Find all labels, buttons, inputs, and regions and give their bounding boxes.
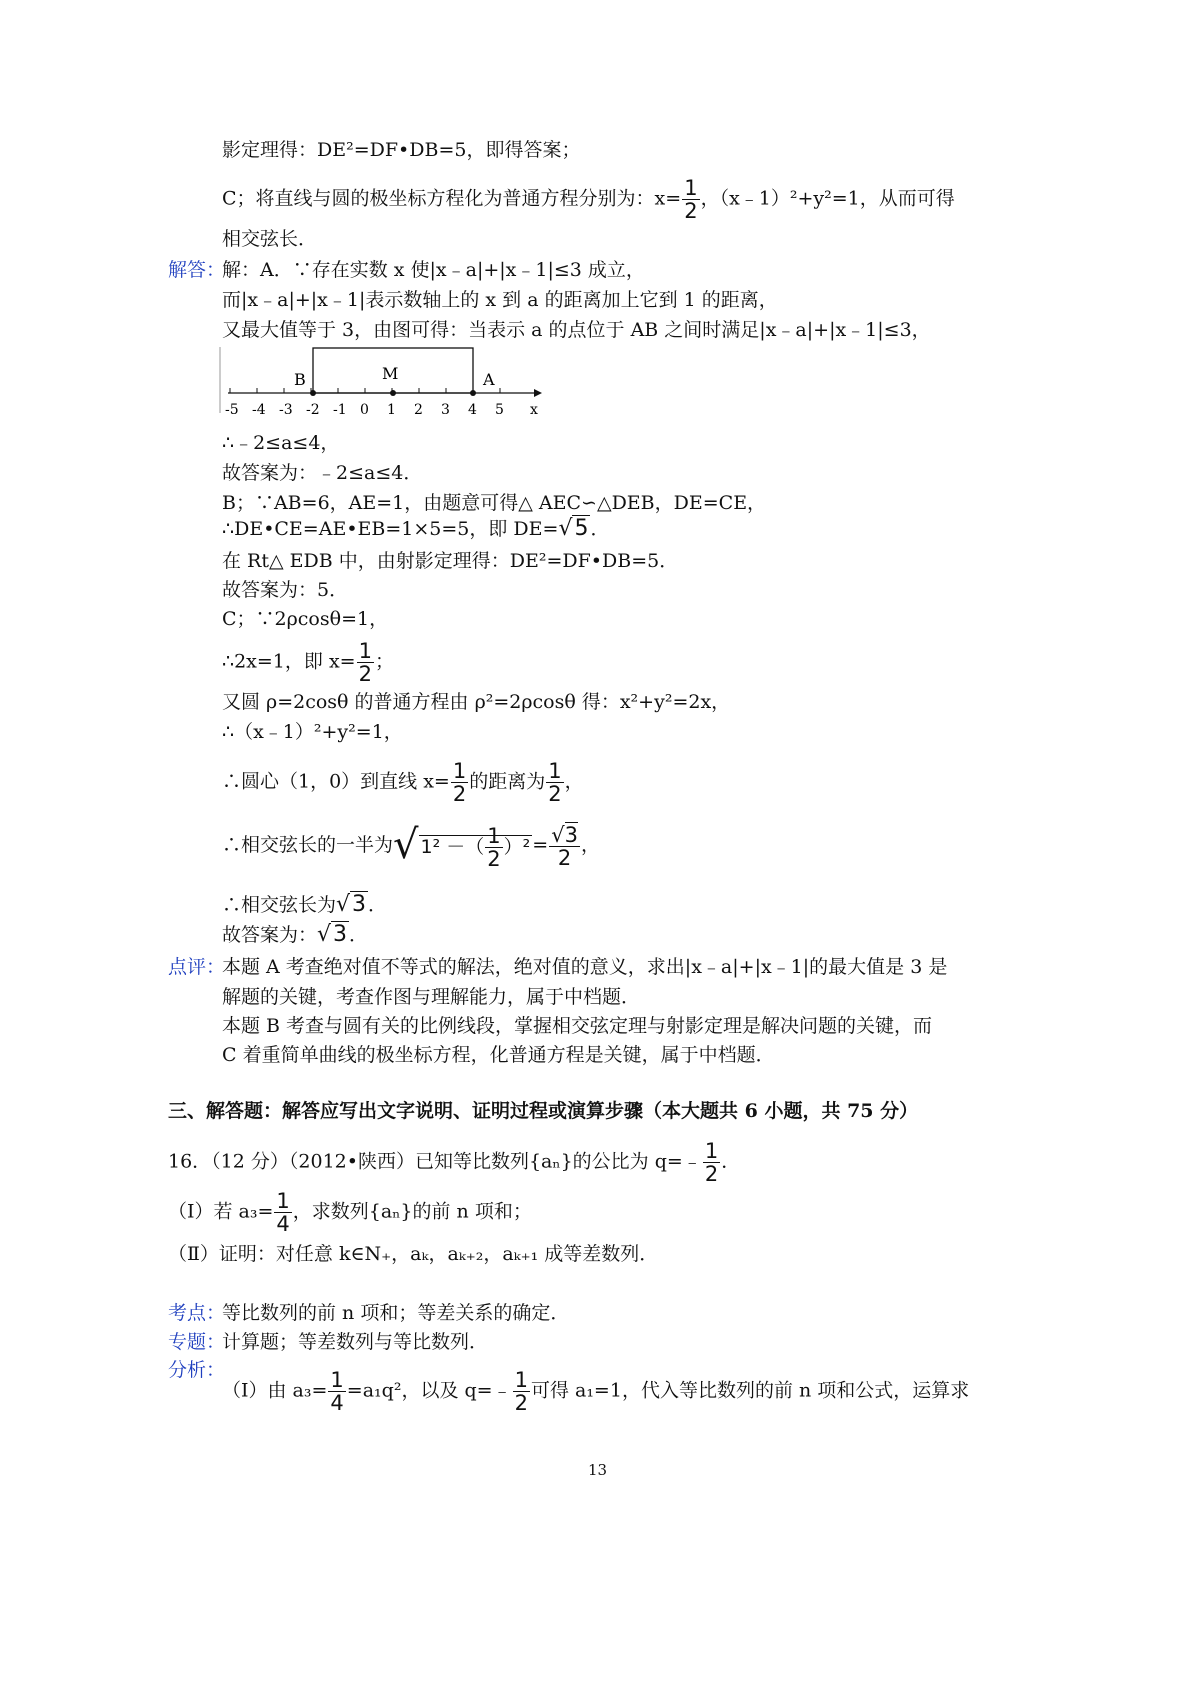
label-b: B bbox=[294, 370, 306, 389]
text-line: 本题 B 考查与圆有关的比例线段，掌握相交弦定理与射影定理是解决问题的关键，而 bbox=[222, 1015, 933, 1037]
text-segment: ∴相交弦长为 bbox=[222, 894, 337, 916]
fraction bbox=[703, 1140, 720, 1185]
text-segment: （Ⅰ）由 a₃= bbox=[222, 1379, 328, 1402]
text-segment: 的距离为 bbox=[469, 770, 546, 793]
axis-tick-label: -5 bbox=[225, 402, 239, 418]
point-a bbox=[470, 390, 476, 396]
text-line: ∴﹣2≤a≤4， bbox=[222, 432, 340, 454]
text-line: 计算题；等差数列与等比数列． bbox=[222, 1331, 489, 1353]
axis-tick-label: 0 bbox=[360, 402, 369, 418]
text-line bbox=[222, 923, 368, 947]
sqrt-3 bbox=[336, 893, 368, 917]
radicand: 3 bbox=[352, 892, 367, 917]
fraction bbox=[274, 1190, 291, 1235]
denominator: 2 bbox=[557, 845, 572, 870]
denominator: 4 bbox=[330, 1391, 344, 1415]
radical-sign: √ bbox=[393, 822, 419, 868]
denominator: 2 bbox=[548, 782, 562, 806]
text-segment: （Ⅰ）若 a₃= bbox=[168, 1200, 274, 1223]
section-heading: 三、解答题：解答应写出文字说明、证明过程或演算步骤（本大题共 6 小题，共 75 分） bbox=[168, 1100, 919, 1122]
numerator bbox=[549, 824, 580, 847]
text-segment: ； bbox=[374, 650, 394, 673]
text-line: ∴（x﹣1）²+y²=1， bbox=[222, 721, 403, 743]
text-line: 相交弦长． bbox=[222, 228, 318, 250]
fraction bbox=[485, 825, 502, 870]
radicand: 5 bbox=[574, 516, 589, 541]
denominator: 2 bbox=[358, 662, 372, 686]
text-line: 而|x﹣a|+|x﹣1|表示数轴上的 x 到 a 的距离加上它到 1 的距离， bbox=[222, 289, 778, 311]
label-keypoint: 考点： bbox=[168, 1302, 226, 1324]
point-b bbox=[310, 390, 316, 396]
sqrt-3 bbox=[317, 923, 349, 947]
text-line: 等比数列的前 n 项和；等差关系的确定． bbox=[222, 1302, 570, 1324]
denominator: 2 bbox=[684, 199, 698, 223]
text-line: 本题 A 考查绝对值不等式的解法，绝对值的意义，求出|x﹣a|+|x﹣1|的最大值是 3 是 bbox=[222, 956, 948, 978]
text-segment: ． bbox=[368, 894, 388, 916]
text-segment: ，（x﹣1）²+y²=1，从而可得 bbox=[700, 187, 955, 210]
label-answer: 解答： bbox=[168, 259, 226, 281]
numerator: 1 bbox=[704, 1139, 719, 1163]
numerator: 1 bbox=[684, 176, 698, 200]
text-segment: ． bbox=[349, 924, 369, 946]
text-line: 又最大值等于 3，由图可得：当表示 a 的点位于 AB 之间时满足|x﹣a|+|x﹣1|≤3， bbox=[222, 319, 931, 341]
fraction bbox=[328, 1369, 345, 1414]
text-line: 影定理得：DE²=DF•DB=5，即得答案； bbox=[222, 139, 581, 161]
numerator: 1 bbox=[514, 1368, 528, 1392]
axis-tick-label: 3 bbox=[441, 402, 450, 418]
number-line-figure bbox=[216, 343, 546, 418]
axis-tick-label: 5 bbox=[495, 402, 504, 418]
text-line: 在 Rt△ EDB 中，由射影定理得：DE²=DF•DB=5． bbox=[222, 550, 679, 572]
sqrt-expression bbox=[393, 820, 532, 872]
fraction bbox=[357, 640, 374, 685]
label-m: M bbox=[382, 364, 399, 383]
fraction bbox=[451, 760, 468, 805]
text-line: 解题的关键，考查作图与理解能力，属于中档题． bbox=[222, 986, 641, 1008]
text-line: 故答案为：5． bbox=[222, 579, 349, 601]
text-line: C 着重简单曲线的极坐标方程，化普通方程是关键，属于中档题． bbox=[222, 1044, 775, 1066]
question-part: （Ⅱ）证明：对任意 k∈N₊，aₖ，aₖ₊₂，aₖ₊₁ 成等差数列． bbox=[168, 1243, 659, 1265]
fraction bbox=[546, 760, 563, 805]
fraction bbox=[513, 1369, 530, 1414]
text-segment: = bbox=[532, 834, 549, 856]
numerator: 1 bbox=[330, 1368, 344, 1392]
axis-tick-label: 2 bbox=[414, 402, 423, 418]
text-segment: =a₁q²，以及 q=﹣ bbox=[346, 1379, 512, 1402]
text-line bbox=[222, 760, 584, 805]
radicand: 3 bbox=[564, 822, 578, 847]
text-segment: ∴圆心（1，0）到直线 x= bbox=[222, 770, 450, 793]
question-part bbox=[168, 1190, 532, 1235]
axis-tick-label: -3 bbox=[279, 402, 293, 418]
radicand: 3 bbox=[333, 922, 348, 947]
text-segment: ∴DE•CE=AE•EB=1×5=5，即 DE= bbox=[222, 518, 559, 540]
text-line: B；∵AB=6，AE=1，由题意可得△ AEC∽△DEB，DE=CE， bbox=[222, 492, 767, 514]
numerator: 1 bbox=[276, 1189, 290, 1213]
numerator: 1 bbox=[358, 639, 372, 663]
label-topic: 专题： bbox=[168, 1331, 226, 1353]
fraction bbox=[549, 824, 580, 869]
text-line bbox=[222, 893, 387, 917]
text-segment: 可得 a₁=1，代入等比数列的前 n 项和公式，运算求 bbox=[530, 1379, 970, 1402]
radical-sign: √ bbox=[336, 892, 351, 917]
axis-tick-label: -2 bbox=[306, 402, 320, 418]
text-line: 解：A．∵存在实数 x 使|x﹣a|+|x﹣1|≤3 成立， bbox=[222, 259, 645, 281]
denominator: 2 bbox=[487, 847, 501, 871]
denominator: 4 bbox=[276, 1212, 290, 1236]
text-line bbox=[222, 1369, 969, 1414]
text-segment: ∴2x=1，即 x= bbox=[222, 650, 356, 673]
text-line: 又圆 ρ=2cosθ 的普通方程由 ρ²=2ρcosθ 得：x²+y²=2x， bbox=[222, 691, 731, 713]
denominator: 2 bbox=[452, 782, 467, 806]
text-segment: ， bbox=[564, 770, 584, 793]
text-segment: ，求数列{aₙ}的前 n 项和； bbox=[292, 1200, 532, 1223]
axis-tick-label: -1 bbox=[333, 402, 347, 418]
text-line: 故答案为：﹣2≤a≤4． bbox=[222, 462, 423, 484]
text-segment: ）² bbox=[503, 836, 531, 858]
axis-tick-label: -4 bbox=[252, 402, 266, 418]
radical-sign: √ bbox=[558, 516, 573, 541]
denominator: 2 bbox=[514, 1391, 528, 1415]
denominator: 2 bbox=[704, 1162, 719, 1186]
question-title bbox=[168, 1140, 740, 1185]
sqrt-5 bbox=[558, 517, 590, 541]
numerator: 1 bbox=[452, 759, 467, 783]
text-line bbox=[222, 820, 600, 872]
page-number: 13 bbox=[588, 1461, 608, 1479]
text-segment: ， bbox=[580, 834, 600, 856]
label-a: A bbox=[483, 370, 495, 389]
numerator: 1 bbox=[548, 759, 562, 783]
axis-tick-label: 4 bbox=[468, 402, 477, 418]
axis-arrow bbox=[534, 389, 542, 397]
axis-tick-label: 1 bbox=[387, 402, 396, 418]
text-line: C；∵2ρcosθ=1， bbox=[222, 608, 389, 630]
text-segment: ∴相交弦长的一半为 bbox=[222, 834, 394, 856]
text-segment: 1² －（ bbox=[420, 836, 485, 858]
radical-sign: √ bbox=[317, 922, 332, 947]
radical-sign: √ bbox=[551, 822, 565, 847]
text-segment: 故答案为： bbox=[222, 924, 318, 946]
text-line bbox=[222, 640, 394, 685]
text-segment: ． bbox=[590, 518, 610, 540]
numerator: 1 bbox=[487, 824, 501, 848]
radicand bbox=[419, 824, 533, 871]
text-segment: ． bbox=[721, 1150, 741, 1173]
text-segment: 16．（12 分）（2012•陕西）已知等比数列{aₙ}的公比为 q=﹣ bbox=[168, 1150, 702, 1173]
point-m bbox=[390, 390, 396, 396]
label-comment: 点评： bbox=[168, 956, 226, 978]
fraction bbox=[682, 177, 699, 222]
text-line bbox=[222, 177, 955, 222]
axis-label: x bbox=[530, 402, 538, 418]
text-line bbox=[222, 517, 610, 541]
label-analysis: 分析： bbox=[168, 1359, 226, 1381]
text-segment: C；将直线与圆的极坐标方程化为普通方程分别为：x= bbox=[222, 187, 682, 210]
